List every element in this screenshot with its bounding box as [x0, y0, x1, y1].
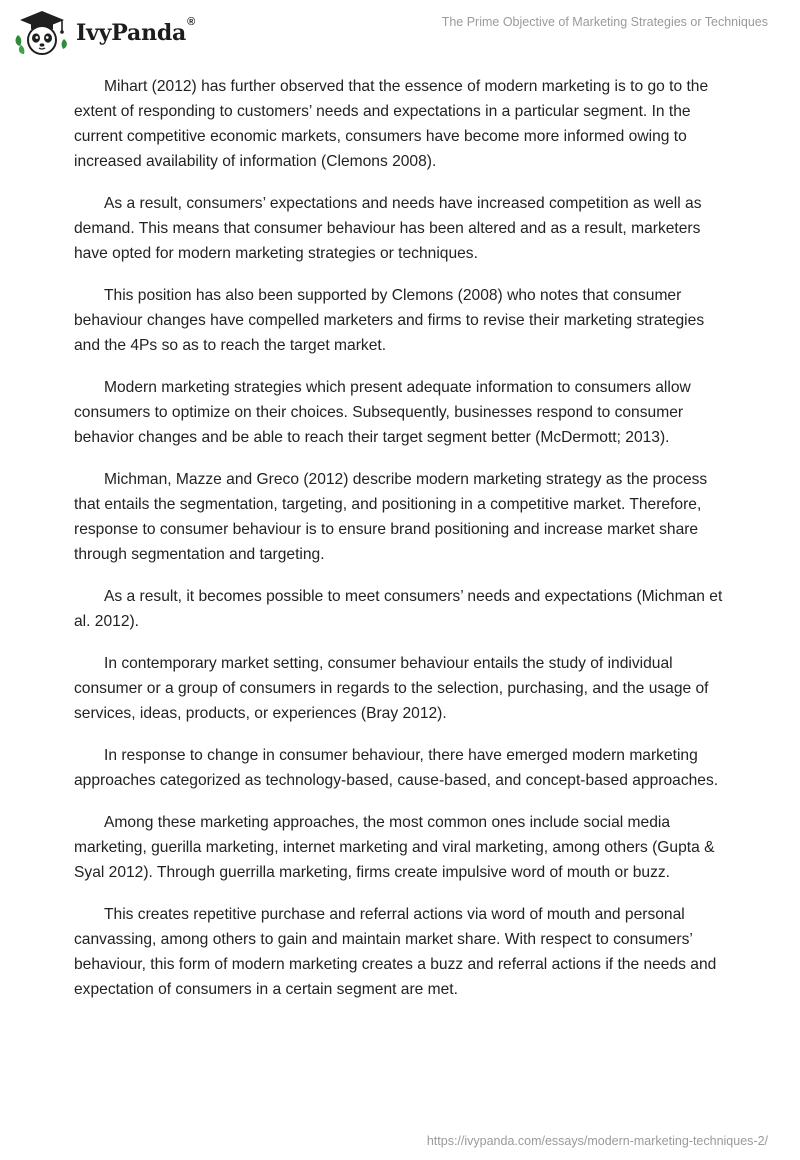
paragraph: In response to change in consumer behaviour, there have emerged modern marketing approaches categorized as technology-based, cause-based, and concept-based approaches. — [74, 747, 719, 789]
paragraph: Michman, Mazze and Greco (2012) describe modern marketing strategy as the process that entails the segmentation, targeting, and positioning in a competitive market. Therefore, response to consumer behaviour is to ensure brand positioning and increase market share through segmentation and targeting. — [74, 471, 708, 563]
page-header — [0, 0, 800, 64]
paragraph: Among these marketing approaches, the most common ones include social media marketing, guerilla marketing, internet marketing and viral marketing, among others (Gupta & Syal 2012). Through guerrilla marketing, firms create impulsive word of mouth or buzz. — [74, 814, 715, 881]
paragraph: As a result, it becomes possible to meet consumers’ needs and expectations (Michman et al. 2012). — [74, 588, 723, 630]
paragraph: This position has also been supported by Clemons (2008) who notes that consumer behaviour changes have compelled marketers and firms to revise their marketing strategies and the 4Ps so as to reach the target market. — [74, 287, 705, 354]
paragraph: Mihart (2012) has further observed that the essence of modern marketing is to go to the extent of responding to customers’ needs and expectations in a particular segment. In the current competitive economic markets, consumers have become more informed owing to increased availability of information (Clemons 2008). — [74, 78, 709, 170]
brand-text: IvyPanda — [76, 20, 187, 46]
panda-graduate-icon — [14, 9, 70, 57]
document-title: The Prime Objective of Marketing Strategies or Techniques — [441, 15, 768, 29]
paragraph: In contemporary market setting, consumer behaviour entails the study of individual consumer or a group of consumers in regards to the selection, purchasing, and the usage of services, ideas, products, or experiences (Bray 2012). — [74, 655, 709, 722]
registered-mark: ® — [187, 16, 196, 28]
brand-name — [76, 16, 196, 46]
source-url[interactable]: https://ivypanda.com/essays/modern-marketing-techniques-2/ — [426, 1134, 768, 1148]
paragraph: This creates repetitive purchase and referral actions via word of mouth and personal canvassing, among others to gain and maintain market share. With respect to consumers’ behaviour, this form of modern marketing creates a buzz and referral actions if the needs and expectation of consumers in a certain segment are met. — [74, 906, 717, 998]
ivypanda-logo[interactable] — [14, 9, 195, 57]
paragraph: As a result, consumers’ expectations and needs have increased competition as well as demand. This means that consumer behaviour has been altered and as a result, marketers have opted for modern marketing strategies or techniques. — [74, 195, 702, 262]
paragraph: Modern marketing strategies which present adequate information to consumers allow consumers to optimize on their choices. Subsequently, businesses respond to consumer behavior changes and be able to reach their target segment better (McDermott; 2013). — [74, 379, 691, 446]
essay-body — [74, 74, 734, 1019]
